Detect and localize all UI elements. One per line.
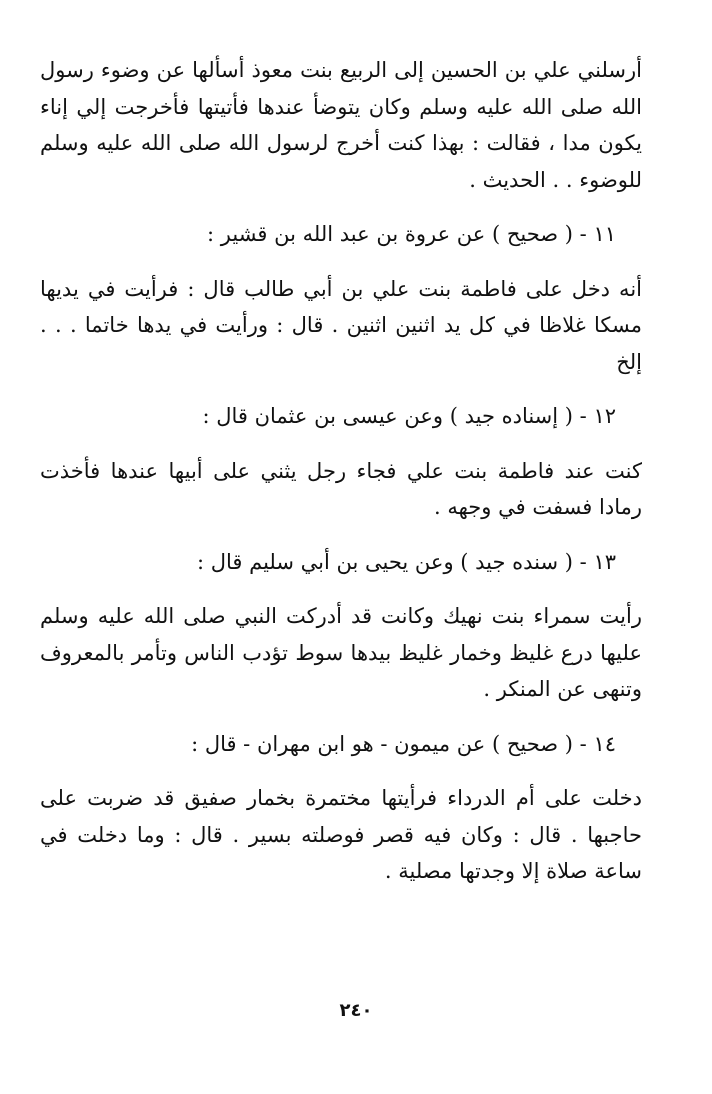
hadith-text-12: كنت عند فاطمة بنت علي فجاء رجل يثني على أبيها عندها فأخذت رمادا فسفت في وجهه . bbox=[40, 458, 642, 519]
paragraph-intro: أرسلني علي بن الحسين إلى الربيع بنت معوذ أسألها عن وضوء رسول الله صلى الله عليه وسلم وكان يتوضأ عندها فأتيتها فأخرجت إلي إناء يكون مدا ، فقالت : بهذا كنت أخرج لرسول الله صلى الله عليه وسلم للوضوء . . الحديث . bbox=[40, 58, 642, 192]
page-number: ٢٤٠ bbox=[339, 1000, 373, 1021]
page-body bbox=[40, 52, 642, 908]
hadith-heading-12: ١٢ - ( إسناده جيد ) وعن عيسى بن عثمان قال : bbox=[202, 404, 616, 428]
hadith-text-14: دخلت على أم الدرداء فرأيتها مختمرة بخمار صفيق قد ضربت على حاجبها . قال : وكان فيه قصر فوصلته بسير . قال : وما دخلت في ساعة صلاة إلا وجدتها مصلية . bbox=[40, 786, 642, 883]
hadith-text-11: أنه دخل على فاطمة بنت علي بن أبي طالب قال : فرأيت في يديها مسكا غلاظا في كل يد اثنين اثنين . قال : ورأيت في يدها خاتما . . . إلخ bbox=[40, 276, 642, 374]
hadith-heading-11: ١١ - ( صحيح ) عن عروة بن عبد الله بن قشير : bbox=[207, 222, 616, 246]
hadith-heading-14: ١٤ - ( صحيح ) عن ميمون - هو ابن مهران - قال : bbox=[191, 731, 616, 756]
hadith-heading-13: ١٣ - ( سنده جيد ) وعن يحيى بن أبي سليم قال : bbox=[197, 549, 616, 574]
hadith-text-13: رأيت سمراء بنت نهيك وكانت قد أدركت النبي صلى الله عليه وسلم عليها درع غليظ وخمار غليظ بيدها سوط تؤدب الناس وتأمر بالمعروف وتنهى عن المنكر . bbox=[40, 604, 642, 701]
